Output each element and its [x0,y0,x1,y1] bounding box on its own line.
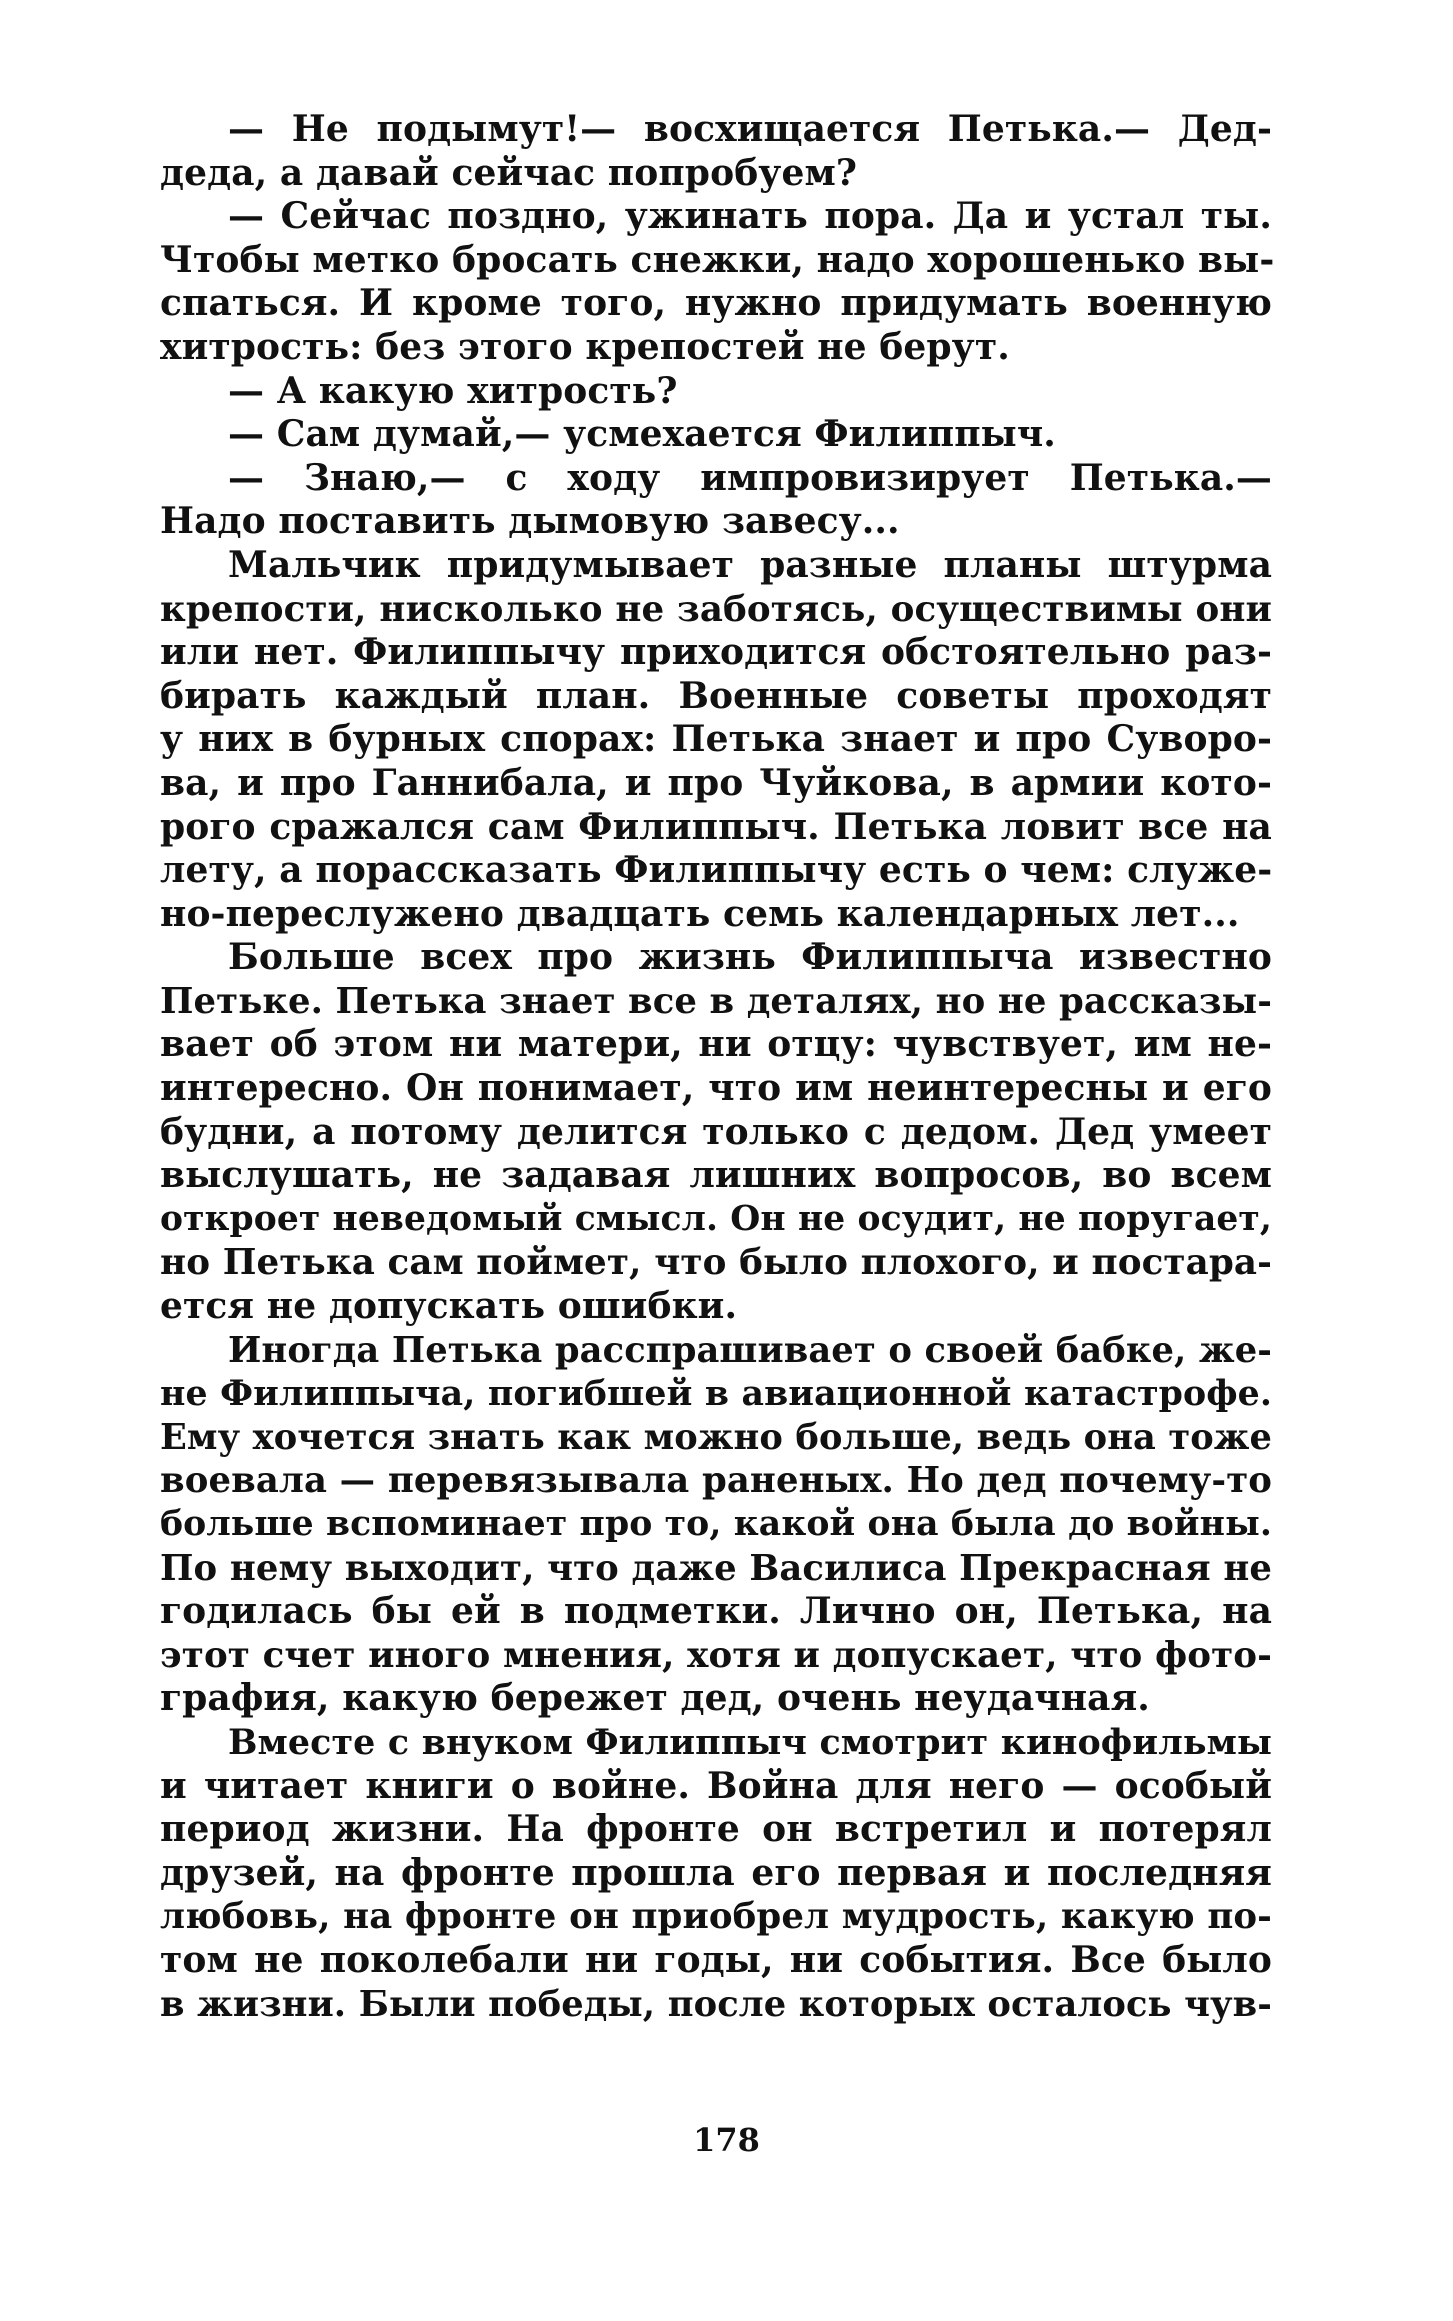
page-number: 178 [693,2121,760,2159]
body-text [160,108,1275,2026]
text-line: Надо поставить дымовую завесу... [160,500,900,543]
text-line: Вместе с внуком Филиппыч смотрит кинофильмы [228,1721,1272,1763]
text-line: том не поколебали ни годы, ни события. Все было [160,1938,1272,1981]
text-line: интересно. Он понимает, что им неинтересны и его [160,1067,1272,1110]
text-line: спаться. И кроме того, нужно придумать военную [160,282,1272,325]
text-line: Ему хочется знать как можно больше, ведь она тоже [160,1416,1272,1458]
text-line: Петьке. Петька знает все в деталях, но не рассказы- [160,980,1272,1022]
text-line: период жизни. На фронте он встретил и потерял [160,1808,1272,1851]
text-line: и читает книги о войне. Война для него — особый [160,1764,1272,1807]
text-line: деда, а давай сейчас попробуем? [160,151,858,194]
text-line: любовь, на фронте он приобрел мудрость, какую по- [160,1896,1272,1938]
text-line: хитрость: без этого крепостей не берут. [160,325,1010,368]
text-line: Больше всех про жизнь Филиппыча известно [228,936,1272,979]
text-line: воевала — перевязывала раненых. Но дед почему-то [160,1460,1272,1502]
text-line: больше вспоминает про то, какой она была до войны. [160,1504,1272,1544]
text-line: лету, а порассказать Филиппычу есть о чем: служе- [160,849,1273,892]
text-line: или нет. Филиппычу приходится обстоятельно раз- [160,631,1272,674]
text-line: у них в бурных спорах: Петька знает и про Суворо- [160,718,1272,761]
text-line: но-переслужено двадцать семь календарных лет... [160,892,1240,935]
text-line: По нему выходит, что даже Василиса Прекрасная не [160,1547,1272,1589]
text-line: в жизни. Были победы, после которых осталось чув- [160,1983,1272,2025]
text-line: Чтобы метко бросать снежки, надо хорошенько вы- [160,238,1275,281]
text-line: — Сам думай,— усмехается Филиппыч. [228,413,1056,456]
text-line: будни, а потому делится только с дедом. Дед умеет [160,1110,1272,1153]
text-line: графия, какую бережет дед, очень неудачная. [160,1677,1150,1720]
text-line: — Знаю,— с ходу импровизирует Петька.— [228,456,1272,499]
text-line: Мальчик придумывает разные планы штурма [228,543,1272,586]
text-line: ва, и про Ганнибала, и про Чуйкова, в армии кото- [160,761,1272,804]
text-line: выслушать, не задавая лишних вопросов, во всем [160,1154,1272,1197]
text-line: не Филиппыча, погибшей в авиационной катастрофе. [160,1373,1272,1415]
text-line: этот счет иного мнения, хотя и допускает, что фото- [160,1634,1272,1676]
text-line: — Не подымут!— восхищается Петька.— Дед- [228,108,1272,150]
text-line: годилась бы ей в подметки. Лично он, Петька, на [160,1590,1272,1633]
text-line: Иногда Петька расспрашивает о своей бабке, же- [228,1329,1272,1371]
text-line: — Сейчас поздно, ужинать пора. Да и устал ты. [228,195,1272,238]
text-line: рого сражался сам Филиппыч. Петька ловит все на [160,805,1272,848]
text-line: друзей, на фронте прошла его первая и последняя [160,1851,1272,1894]
text-line: ется не допускать ошибки. [160,1285,738,1328]
text-line: вает об этом ни матери, ни отцу: чувствует, им не- [160,1023,1272,1066]
text-line: — А какую хитрость? [228,369,678,412]
text-line: откроет неведомый смысл. Он не осудит, не поругает, [160,1198,1272,1239]
text-line: но Петька сам поймет, что было плохого, и постара- [160,1241,1272,1284]
text-line: крепости, нисколько не заботясь, осуществимы они [160,588,1272,630]
text-line: бирать каждый план. Военные советы проходят [160,674,1272,717]
